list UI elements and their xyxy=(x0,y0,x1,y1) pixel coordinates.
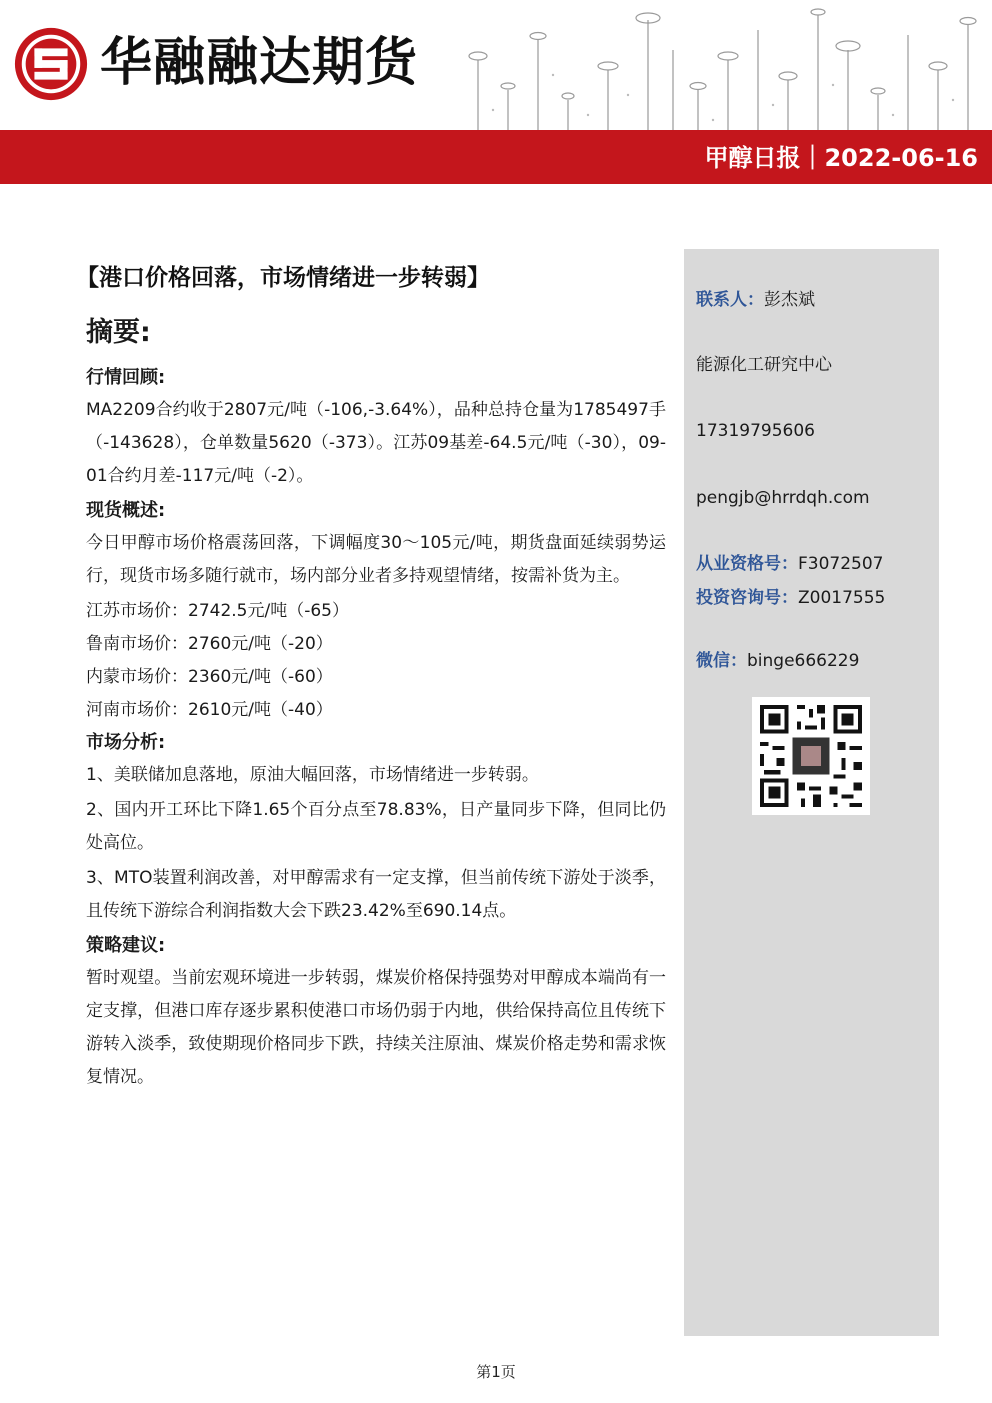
contact-name: 彭杰斌 xyxy=(764,290,815,310)
qualification-no: F3072507 xyxy=(798,554,884,574)
analysis-item: 3、MTO装置利润改善，对甲醇需求有一定支撑，但当前传统下游处于淡季，且传统下游综合利润指数大会下跌23.42%至690.14点。 xyxy=(86,868,666,921)
consult-row xyxy=(696,585,885,611)
email: pengjb@hrrdqh.com xyxy=(696,488,870,508)
company-name: 华融融达期货 xyxy=(100,33,419,93)
page-number: 第1页 xyxy=(476,1363,516,1381)
contact-label: 联系人： xyxy=(696,290,764,310)
wechat-label: 微信： xyxy=(696,651,747,671)
qualification-label: 从业资格号： xyxy=(696,554,798,574)
spot-overview-text: 今日甲醇市场价格震荡回落，下调幅度30～105元/吨，期货盘面延续弱势运行，现货市场多随行就市，场内部分业者多持观望情绪，按需补货为主。 xyxy=(86,533,666,586)
price-line: 鲁南市场价：2760元/吨（-20） xyxy=(86,634,333,654)
analysis-item: 1、美联储加息落地，原油大幅回落，市场情绪进一步转弱。 xyxy=(86,765,539,785)
section-title-strategy: 策略建议: xyxy=(86,935,166,956)
wechat-id: binge666229 xyxy=(747,651,860,671)
contact-row xyxy=(696,287,815,313)
phone: 17319795606 xyxy=(696,421,815,441)
page-header xyxy=(0,0,992,130)
analysis-item: 2、国内开工环比下降1.65个百分点至78.83%，日产量同步下降，但同比仍处高位。 xyxy=(86,800,666,853)
consult-label: 投资咨询号： xyxy=(696,588,798,608)
price-line: 江苏市场价：2742.5元/吨（-65） xyxy=(86,601,349,621)
qualification-row xyxy=(696,551,884,577)
market-review-text: MA2209合约收于2807元/吨（-106,-3.64%），品种总持仓量为1785497手（-143628），仓单数量5620（-373）。江苏09基差-64.5元/吨（-30），09-01合约月差-117元/吨（-2）。 xyxy=(86,400,666,486)
department: 能源化工研究中心 xyxy=(696,355,832,375)
wechat-row xyxy=(696,648,859,674)
price-line: 河南市场价：2610元/吨（-40） xyxy=(86,700,333,720)
report-title: 甲醇日报｜2022-06-16 xyxy=(704,144,978,172)
contact-sidebar xyxy=(684,249,939,1336)
section-title-spot-overview: 现货概述: xyxy=(86,500,166,521)
section-title-market-review: 行情回顾: xyxy=(86,367,166,388)
section-title-market-analysis: 市场分析: xyxy=(86,732,166,753)
company-logo-icon xyxy=(12,25,90,103)
main-content xyxy=(76,258,666,1096)
abstract-label: 摘要: xyxy=(86,317,151,348)
headline: 【港口价格回落，市场情绪进一步转弱】 xyxy=(76,265,490,291)
qr-code-icon xyxy=(752,697,870,815)
price-line: 内蒙市场价：2360元/吨（-60） xyxy=(86,667,333,687)
header-decoration xyxy=(458,0,992,130)
strategy-text: 暂时观望。当前宏观环境进一步转弱，煤炭价格保持强势对甲醇成本端尚有一定支撑，但港口库存逐步累积使港口市场仍弱于内地，供给保持高位且传统下游转入淡季，致使期现价格同步下跌，持续关注原油、煤炭价格走势和需求恢复情况。 xyxy=(86,968,666,1087)
consult-no: Z0017555 xyxy=(798,588,886,608)
